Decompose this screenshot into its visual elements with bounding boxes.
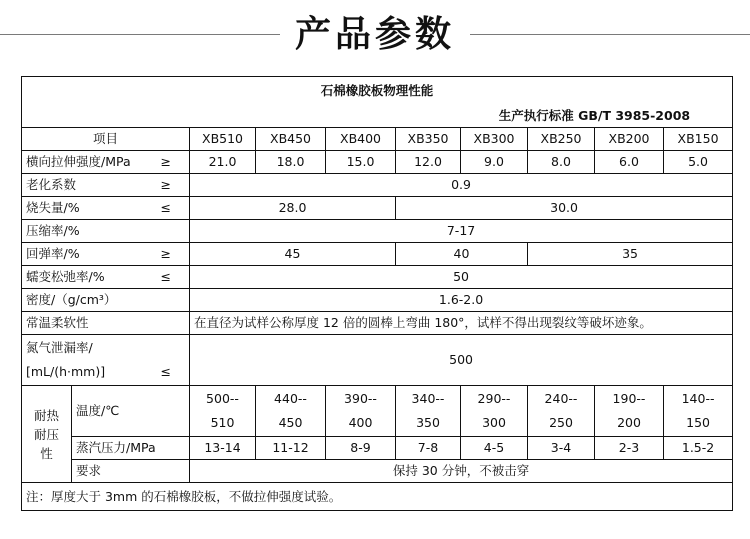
table-cell: 28.0 <box>190 197 396 220</box>
row-label-text: 老化系数 <box>26 177 77 192</box>
temp-bottom: 250 <box>549 415 573 430</box>
group-label-line: 耐压 <box>33 426 59 442</box>
table-cell: 13-14 <box>190 437 256 460</box>
standard-label: 生产执行标准 GB/T 3985-2008 <box>22 105 733 128</box>
title-divider-left <box>0 34 280 35</box>
table-cell: 2-3 <box>595 437 664 460</box>
table-cell: 30.0 <box>396 197 733 220</box>
table-header-row <box>22 128 733 151</box>
temp-bottom: 350 <box>416 415 440 430</box>
row-label: 压缩率/% <box>22 220 190 243</box>
table-cell: 11-12 <box>256 437 326 460</box>
row-sign: ≥ <box>160 177 171 192</box>
table-cell: 1.5-2 <box>664 437 733 460</box>
table-note: 注：厚度大于 3mm 的石棉橡胶板，不做拉伸强度试验。 <box>22 483 733 511</box>
table-cell: 4-5 <box>461 437 528 460</box>
row-label <box>22 266 190 289</box>
temp-top: 440-- <box>274 391 307 406</box>
group-label-line: 耐热 <box>33 407 59 423</box>
table-cell <box>190 386 256 437</box>
spec-table <box>21 76 733 511</box>
table-cell <box>461 386 528 437</box>
grade-header: XB150 <box>664 128 733 151</box>
row-label: 常温柔软性 <box>22 312 190 335</box>
table-row-creep <box>22 266 733 289</box>
table-cell: 0.9 <box>190 174 733 197</box>
table-cell: 1.6-2.0 <box>190 289 733 312</box>
grade-header: XB250 <box>528 128 595 151</box>
table-cell: 7-17 <box>190 220 733 243</box>
row-sign: ≥ <box>160 246 171 261</box>
table-note-row <box>22 483 733 511</box>
table-cell: 5.0 <box>664 151 733 174</box>
table-cell <box>396 386 461 437</box>
table-row-temperature <box>22 386 733 437</box>
title-divider-right <box>470 34 750 35</box>
group-label-line: 性 <box>40 445 53 461</box>
table-cell: 7-8 <box>396 437 461 460</box>
row-label <box>22 243 190 266</box>
table-cell <box>326 386 396 437</box>
temp-top: 140-- <box>681 391 715 406</box>
row-sign: ≤ <box>160 364 171 379</box>
table-row-steam <box>22 437 733 460</box>
temp-top: 290-- <box>477 391 511 406</box>
grade-header: XB350 <box>396 128 461 151</box>
temp-bottom: 300 <box>482 415 506 430</box>
row-label: 温度/℃ <box>72 386 190 437</box>
row-sign: ≤ <box>160 200 171 215</box>
table-cell: 18.0 <box>256 151 326 174</box>
table-cell <box>664 386 733 437</box>
row-label-text: 横向拉伸强度/MPa <box>26 154 131 169</box>
table-cell <box>528 386 595 437</box>
temp-top: 500-- <box>206 391 239 406</box>
grade-header: XB200 <box>595 128 664 151</box>
table-cell: 12.0 <box>396 151 461 174</box>
temp-bottom: 150 <box>686 415 710 430</box>
table-cell: 8.0 <box>528 151 595 174</box>
table-cell: 15.0 <box>326 151 396 174</box>
row-label-text: 氮气泄漏率/ <box>26 340 93 355</box>
row-label-text: 回弹率/% <box>26 246 80 261</box>
table-cell: 在直径为试样公称厚度 12 倍的圆棒上弯曲 180°，试样不得出现裂纹等破坏迹象。 <box>190 312 733 335</box>
table-row-requirement <box>22 460 733 483</box>
temp-top: 190-- <box>612 391 646 406</box>
temp-top: 340-- <box>411 391 445 406</box>
table-row-leakage <box>22 335 733 386</box>
table-cell: 50 <box>190 266 733 289</box>
table-cell: 40 <box>396 243 528 266</box>
grade-header: XB450 <box>256 128 326 151</box>
table-row-flexibility <box>22 312 733 335</box>
row-sign: ≤ <box>160 269 171 284</box>
grade-header: XB510 <box>190 128 256 151</box>
row-label: 密度/（g/cm³） <box>22 289 190 312</box>
table-cell <box>256 386 326 437</box>
row-label <box>22 151 190 174</box>
table-row-compression <box>22 220 733 243</box>
table-cell: 6.0 <box>595 151 664 174</box>
row-label <box>22 174 190 197</box>
temp-bottom: 200 <box>617 415 641 430</box>
page-title: 产品参数 <box>294 14 455 55</box>
table-row-aging <box>22 174 733 197</box>
table-cell <box>595 386 664 437</box>
row-label-text: 烧失量/% <box>26 200 80 215</box>
page-header <box>0 0 750 70</box>
table-cell: 9.0 <box>461 151 528 174</box>
grade-header: XB300 <box>461 128 528 151</box>
table-cell: 500 <box>190 335 733 386</box>
grade-header: XB400 <box>326 128 396 151</box>
row-sign: ≥ <box>160 154 171 169</box>
temp-top: 390-- <box>344 391 377 406</box>
table-standard-row <box>22 105 733 128</box>
row-label: 蒸汽压力/MPa <box>72 437 190 460</box>
table-cell: 45 <box>190 243 396 266</box>
temp-bottom: 510 <box>210 415 235 430</box>
row-label-text: 蠕变松弛率/% <box>26 269 105 284</box>
table-row-resilience <box>22 243 733 266</box>
table-row-burn-loss <box>22 197 733 220</box>
item-header: 项目 <box>22 128 190 151</box>
table-row-density <box>22 289 733 312</box>
heat-pressure-group-label <box>22 386 72 483</box>
table-cell: 35 <box>528 243 733 266</box>
table-cell: 3-4 <box>528 437 595 460</box>
row-label: 要求 <box>72 460 190 483</box>
row-label <box>22 197 190 220</box>
table-cell: 8-9 <box>326 437 396 460</box>
table-title-row <box>22 77 733 106</box>
table-cell: 保持 30 分钟，不被击穿 <box>190 460 733 483</box>
row-label-text: [mL/(h·mm)] <box>26 364 106 379</box>
temp-bottom: 400 <box>348 415 373 430</box>
row-label <box>22 335 190 386</box>
table-cell: 21.0 <box>190 151 256 174</box>
temp-top: 240-- <box>544 391 578 406</box>
temp-bottom: 450 <box>278 415 303 430</box>
table-row-tensile <box>22 151 733 174</box>
table-title: 石棉橡胶板物理性能 <box>22 77 733 106</box>
